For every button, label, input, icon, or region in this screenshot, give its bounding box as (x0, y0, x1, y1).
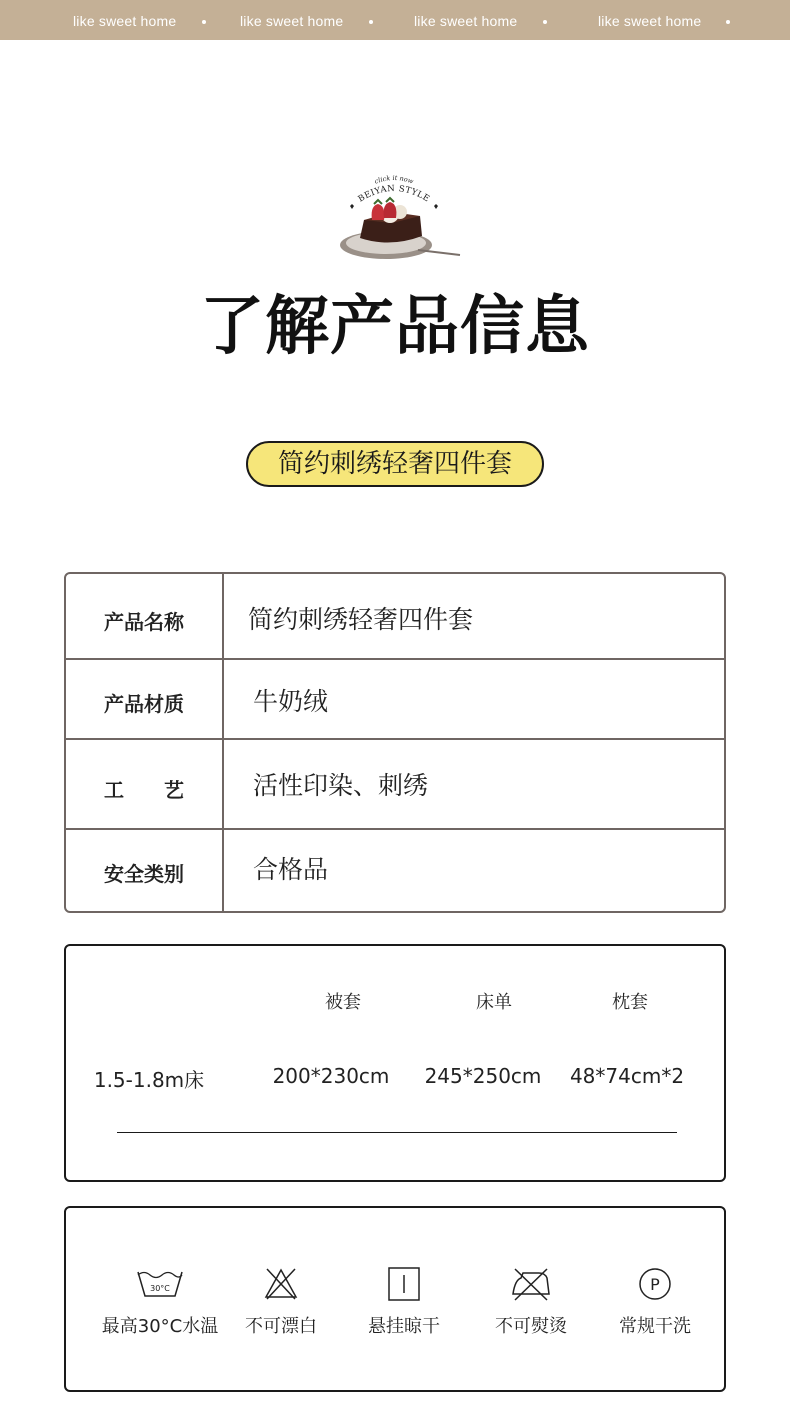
info-label: 安全类别 (104, 862, 184, 886)
page-title: 了解产品信息 (200, 290, 590, 364)
info-label: 工 艺 (104, 778, 184, 802)
banner-dot (543, 20, 547, 24)
size-table (64, 944, 726, 1182)
info-value: 简约刺绣轻奢四件套 (248, 605, 474, 634)
table-row (66, 574, 724, 660)
size-bed: 1.5-1.8m床 (93, 1068, 205, 1092)
size-sheet: 245*250cm (424, 1064, 542, 1088)
care-item (90, 1266, 230, 1338)
size-header-pillow: 枕套 (612, 992, 648, 1013)
care-item (211, 1266, 351, 1338)
table-row (66, 830, 724, 911)
care-item (461, 1266, 601, 1338)
no-iron-icon (509, 1266, 553, 1302)
care-label: 不可熨烫 (495, 1316, 567, 1337)
banner-text: like sweet home (240, 13, 344, 29)
no-bleach-icon (263, 1266, 299, 1302)
care-label: 常规干洗 (619, 1316, 691, 1337)
care-item (334, 1266, 474, 1338)
info-value: 牛奶绒 (253, 687, 329, 716)
cake-logo-icon (330, 168, 465, 268)
info-value: 活性印染、刺绣 (253, 771, 429, 800)
care-item (585, 1266, 725, 1338)
banner-text: like sweet home (73, 13, 177, 29)
badge-tagline: click it now (373, 173, 415, 186)
info-label: 产品名称 (104, 610, 184, 634)
banner-dot (726, 20, 730, 24)
wash-30-icon (135, 1266, 185, 1302)
info-value: 合格品 (253, 855, 329, 884)
size-duvet: 200*230cm (272, 1064, 390, 1088)
banner-text: like sweet home (598, 13, 702, 29)
banner-dot (369, 20, 373, 24)
banner-dot (202, 20, 206, 24)
care-label: 不可漂白 (245, 1316, 317, 1337)
table-row (66, 740, 724, 830)
info-label: 产品材质 (104, 692, 184, 716)
banner-text: like sweet home (414, 13, 518, 29)
svg-text:P: P (650, 1275, 660, 1294)
dry-clean-p-icon (637, 1266, 673, 1302)
size-pillow: 48*74cm*2 (569, 1064, 685, 1088)
product-info-table (64, 572, 726, 913)
size-header-sheet: 床单 (476, 992, 512, 1013)
care-label: 最高30°C水温 (101, 1316, 219, 1337)
badge-brand: BEIYAN STYLE (356, 183, 432, 205)
svg-text:30°C: 30°C (150, 1284, 170, 1293)
size-header-duvet: 被套 (325, 992, 361, 1013)
hang-dry-icon (386, 1266, 422, 1302)
top-banner (0, 0, 790, 40)
divider-line (117, 1132, 677, 1133)
care-instructions (64, 1206, 726, 1392)
product-name-pill: 简约刺绣轻奢四件套 (246, 441, 544, 487)
table-row (66, 660, 724, 740)
care-label: 悬挂晾干 (368, 1316, 440, 1337)
